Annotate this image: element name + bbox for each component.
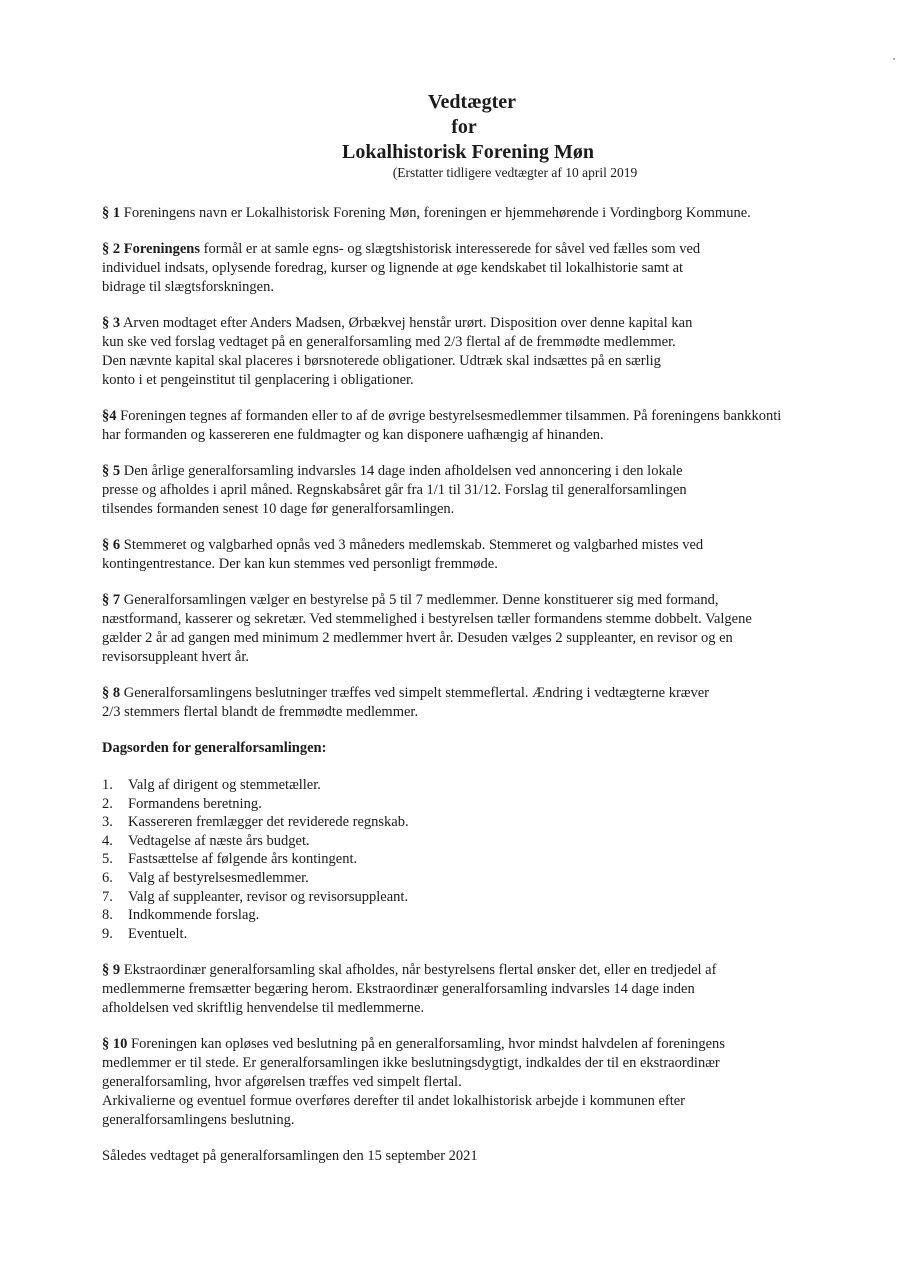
section-text: Generalforsamlingen vælger en bestyrelse på 5 til 7 medlemmer. Denne konstituerer sig med formand, <box>123 592 719 608</box>
agenda-item <box>102 795 822 814</box>
section-label: § 9 <box>102 962 121 979</box>
replaces-note: (Erstatter tidligere vedtægter af 10 april 2019 <box>392 165 638 180</box>
section-text: bidrage til slægtsforskningen. <box>102 279 274 295</box>
agenda-list <box>102 776 822 943</box>
section-text: Stemmeret og valgbarhed opnås ved 3 måneders medlemskab. Stemmeret og valgbarhed mistes ved <box>123 537 704 553</box>
agenda-item-text: Indkommende forslag. <box>128 907 260 924</box>
title-connector: for <box>451 116 477 138</box>
section-text: har formanden og kassereren ene fuldmagter og kan disponere uafhængig af hinanden. <box>102 427 604 443</box>
section-line <box>102 314 822 333</box>
section-line <box>102 961 822 980</box>
section-line <box>102 591 822 610</box>
section-text: individuel indsats, oplysende foredrag, kurser og lignende at øge kendskabet til lokalhistorie samt at <box>102 260 684 276</box>
section-text: formål er at samle egns- og slægtshistorisk interesserede for såvel ved fælles som ved <box>203 241 701 257</box>
section-text: kontingentrestance. Der kan kun stemmes ved personligt fremmøde. <box>102 556 498 572</box>
agenda-item-number: 3. <box>102 814 113 831</box>
section-2 <box>102 240 822 297</box>
title-block <box>0 90 920 181</box>
section-5 <box>102 462 822 519</box>
agenda-item-number: 5. <box>102 851 113 868</box>
scan-speck <box>893 58 895 60</box>
agenda-item <box>102 869 822 888</box>
section-label: § 1 <box>102 205 121 221</box>
section-text: afholdelsen ved skriftlig henvendelse til medlemmerne. <box>102 1000 425 1017</box>
agenda-item-text: Valg af bestyrelsesmedlemmer. <box>128 869 309 886</box>
section-text: kun ske ved forslag vedtaget på en generalforsamling med 2/3 flertal af de fremmødte medlemmer. <box>102 334 676 350</box>
section-text: medlemmerne fremsætter begæring herom. Ekstraordinær generalforsamling indvarsles 14 dage inden <box>102 981 695 998</box>
agenda-item-number: 7. <box>102 888 113 905</box>
agenda-item-number: 6. <box>102 869 113 886</box>
agenda-item <box>102 832 822 851</box>
section-text: Foreningen tegnes af formanden eller to af de øvrige bestyrelsesmedlemmer tilsammen. På foreningens bankkonti <box>120 408 782 424</box>
agenda-item-text: Kassereren fremlægger det reviderede regnskab. <box>128 814 409 831</box>
agenda-item-text: Formandens beretning. <box>128 795 262 812</box>
agenda-item-text: Fastsættelse af følgende års kontingent. <box>128 851 358 868</box>
section-text: 2/3 stemmers flertal blandt de fremmødte medlemmer. <box>102 704 419 720</box>
agenda-item-number: 4. <box>102 832 113 849</box>
agenda-item-text: Eventuelt. <box>128 925 188 942</box>
section-label: § 10 <box>102 1036 128 1053</box>
section-label: § 3 <box>102 315 121 331</box>
section-label: § 5 <box>102 463 121 479</box>
agenda-item <box>102 776 822 795</box>
section-text: Generalforsamlingens beslutninger træffes ved simpelt stemmeflertal. Ændring i vedtægterne kræver <box>123 685 709 701</box>
section-text: Arkivalierne og eventuel formue overføres derefter til andet lokalhistorisk arbejde i kommunen efter <box>102 1093 686 1110</box>
section-text: Foreningens navn er Lokalhistorisk Forening Møn, foreningen er hjemmehørende i Vordingborg Kommune. <box>123 205 751 221</box>
agenda-item <box>102 813 822 832</box>
section-6 <box>102 536 822 574</box>
section-text: konto i et pengeinstitut til genplacering i obligationer. <box>102 372 414 388</box>
section-4 <box>102 407 822 445</box>
section-text: Arven modtaget efter Anders Madsen, Ørbækvej henstår urørt. Disposition over denne kapital kan <box>122 315 693 331</box>
organization-name: Lokalhistorisk Forening Møn <box>342 141 594 163</box>
section-1 <box>102 204 822 223</box>
section-line <box>102 204 822 223</box>
section-label: § 6 <box>102 537 121 553</box>
section-line <box>102 536 822 555</box>
agenda-item-number: 1. <box>102 777 113 793</box>
agenda-item <box>102 925 822 944</box>
section-10 <box>102 1035 822 1130</box>
section-9 <box>102 961 822 1018</box>
agenda-item <box>102 906 822 925</box>
section-text: tilsendes formanden senest 10 dage før generalforsamlingen. <box>102 501 455 517</box>
agenda-item-text: Vedtagelse af næste års budget. <box>128 832 310 849</box>
agenda-item-number: 9. <box>102 925 113 942</box>
section-3 <box>102 314 822 390</box>
section-text: Ekstraordinær generalforsamling skal afholdes, når bestyrelsens flertal ønsker det, eller en tredjedel af <box>123 962 717 979</box>
section-line <box>102 407 822 426</box>
section-text: medlemmer er til stede. Er generalforsamlingen ikke beslutningsdygtigt, indkaldes der til en ekstraordinær <box>102 1055 720 1072</box>
section-line <box>102 1035 822 1054</box>
adoption-statement: Således vedtaget på generalforsamlingen den 15 september 2021 <box>102 1148 478 1165</box>
section-text: generalforsamlingens beslutning. <box>102 1112 295 1129</box>
section-label: §4 <box>102 408 117 424</box>
section-text: Foreningen kan opløses ved beslutning på en generalforsamling, hvor mindst halvdelen af foreningens <box>131 1036 725 1053</box>
section-text: næstformand, kasserer og sekretær. Ved stemmelighed i bestyrelsen tæller formandens stemme dobbelt. Valgene <box>102 611 752 627</box>
agenda-item-text: Valg af dirigent og stemmetæller. <box>128 777 321 793</box>
section-label: § 8 <box>102 685 121 701</box>
section-text: generalforsamling, hvor afgørelsen træffes ved simpelt flertal. <box>102 1074 462 1091</box>
section-label: § 7 <box>102 592 121 608</box>
agenda-item-number: 2. <box>102 795 113 812</box>
section-8 <box>102 684 822 722</box>
section-line <box>102 684 822 703</box>
section-text: Den årlige generalforsamling indvarsles 14 dage inden afholdelsen ved annoncering i den lokale <box>123 463 683 479</box>
document-body <box>102 204 822 1166</box>
section-line <box>102 462 822 481</box>
section-text: gælder 2 år ad gangen med minimum 2 medlemmer hvert år. Desuden vælges 2 suppleanter, en revisor og en <box>102 630 733 646</box>
document-title: Vedtægter <box>427 91 517 113</box>
section-text: revisorsuppleant hvert år. <box>102 649 249 665</box>
agenda-item-number: 8. <box>102 907 113 924</box>
section-text: Den nævnte kapital skal placeres i børsnoterede obligationer. Udtræk skal indsættes på en særlig <box>102 353 661 369</box>
agenda-heading: Dagsorden for generalforsamlingen: <box>102 740 327 756</box>
section-text: presse og afholdes i april måned. Regnskabsåret går fra 1/1 til 31/12. Forslag til generalforsamlingen <box>102 482 687 498</box>
agenda-item-text: Valg af suppleanter, revisor og revisorsuppleant. <box>128 888 409 905</box>
section-7 <box>102 591 822 667</box>
section-line <box>102 240 822 259</box>
section-label: § 2 Foreningens <box>102 241 201 257</box>
agenda-item <box>102 850 822 869</box>
agenda-item <box>102 888 822 907</box>
